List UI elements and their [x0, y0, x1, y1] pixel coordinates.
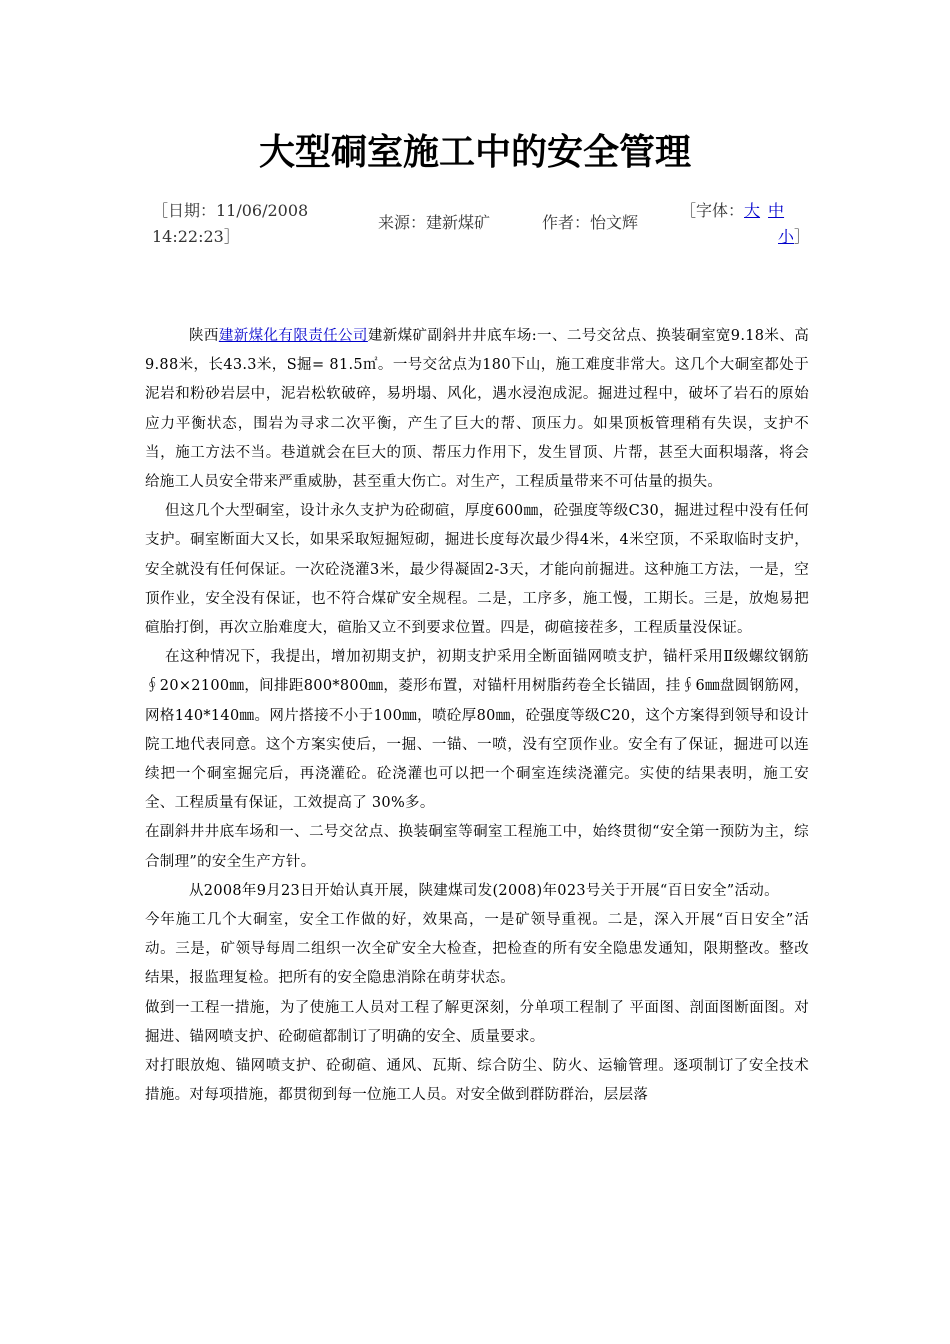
font-size-medium-link[interactable]: 中 — [768, 201, 785, 220]
article-date — [152, 198, 342, 250]
paragraph-6: 今年施工几个大硐室，安全工作做的好，效果高，一是矿领导重视。二是，深入开展“百日安全”活动。三是，矿领导每周二组织一次全矿安全大检查，把检查的所有安全隐患发通知，限期整改。整改结果，报监理复检。把所有的安全隐患消除在萌芽状态。 — [145, 912, 809, 987]
font-size-large-link[interactable]: 大 — [744, 201, 761, 220]
paragraph-2: 但这几个大型硐室，设计永久支护为砼砌碹，厚度600㎜，砼强度等级C30，掘进过程中没有任何支护。硐室断面大又长，如果采取短掘短砌，掘进长度每次最少得4米，4米空顶，不采取临时支护，安全就没有任何保证。一次砼浇灌3米，最少得凝固2-3天，才能向前掘进。这种施工方法，一是，空顶作业，安全没有保证，也不符合煤矿安全规程。二是，工序多，施工慢，工期长。三是，放炮易把碹胎打倒，再次立胎难度大，碹胎又立不到要求位置。四是，砌碹接茬多，工程质量没保证。 — [145, 503, 809, 637]
paragraph-7: 做到一工程一措施，为了使施工人员对工程了解更深刻，分单项工程制了 平面图、剖面图断面图。对掘进、锚网喷支护、砼砌碹都制订了明确的安全、质量要求。 — [145, 999, 809, 1045]
page-title: 大型硐室施工中的安全管理 — [258, 132, 691, 173]
article-author: 作者：怡文辉 — [542, 213, 639, 232]
article-date-line-1: ［日期：11/06/2008 — [152, 201, 309, 220]
paragraph-1-prefix: 陕西 — [189, 328, 219, 344]
article-date-line-2: 14:22:23］ — [152, 227, 240, 246]
font-size-small-link[interactable]: 小 — [778, 227, 795, 246]
font-size-selector — [680, 198, 820, 250]
font-size-suffix: ］ — [794, 227, 811, 246]
paragraph-4: 在副斜井井底车场和一、二号交岔点、换装硐室等硐室工程施工中，始终贯彻“安全第一预防为主，综合制理”的安全生产方针。 — [145, 824, 809, 870]
paragraph-5: 从2008年9月23日开始认真开展，陕建煤司发(2008)年023号关于开展“百日安全”活动。 — [189, 882, 779, 899]
font-size-prefix: ［字体： — [680, 201, 745, 220]
paragraph-8: 对打眼放炮、锚网喷支护、砼砌碹、通风、瓦斯、综合防尘、防火、运输管理。逐项制订了安全技术措施。对每项措施，都贯彻到每一位施工人员。对安全做到群防群治，层层落 — [145, 1058, 809, 1104]
paragraph-1-text: 建新煤矿副斜井井底车场:一、二号交岔点、换装硐室宽9.18米、高9.88米，长43.3米，S掘= 81.5㎡。一号交岔点为180下山，施工难度非常大。这几个大硐室都处于泥岩和粉砂岩层中，泥岩松软破碎，易坍塌、风化，遇水浸泡成泥。掘进过程中，破坏了岩石的原始应力平衡状态，围岩为寻求二次平衡，产生了巨大的帮、顶压力。如果顶板管理稍有失误，支护不当，施工方法不当。巷道就会在巨大的顶、帮压力作用下，发生冒顶、片帮，甚至大面积塌落，将会给施工人员安全带来严重威胁，甚至重大伤亡。对生产，工程质量带来不可估量的损失。 — [145, 328, 809, 491]
paragraph-1 — [145, 322, 809, 497]
paragraph-3: 在这种情况下，我提出，增加初期支护，初期支护采用全断面锚网喷支护，锚杆采用Ⅱ级螺纹钢筋∮20×2100㎜，间排距800*800㎜，菱形布置，对锚杆用树脂药卷全长锚固，挂∮6㎜盘圆钢筋网，网格140*140㎜。网片搭接不小于100㎜，喷砼厚80㎜，砼强度等级C20，这个方案得到领导和设计院工地代表同意。这个方案实使后，一掘、一锚、一喷，没有空顶作业。安全有了保证，掘进可以连续把一个硐室掘完后，再浇灌砼。砼浇灌也可以把一个硐室连续浇灌完。实使的结果表明，施工安全、工程质量有保证，工效提高了 30%多。 — [145, 649, 809, 812]
article-body — [145, 322, 809, 1110]
company-link[interactable]: 建新煤化有限责任公司 — [218, 328, 368, 344]
article-source: 来源：建新煤矿 — [378, 213, 491, 232]
